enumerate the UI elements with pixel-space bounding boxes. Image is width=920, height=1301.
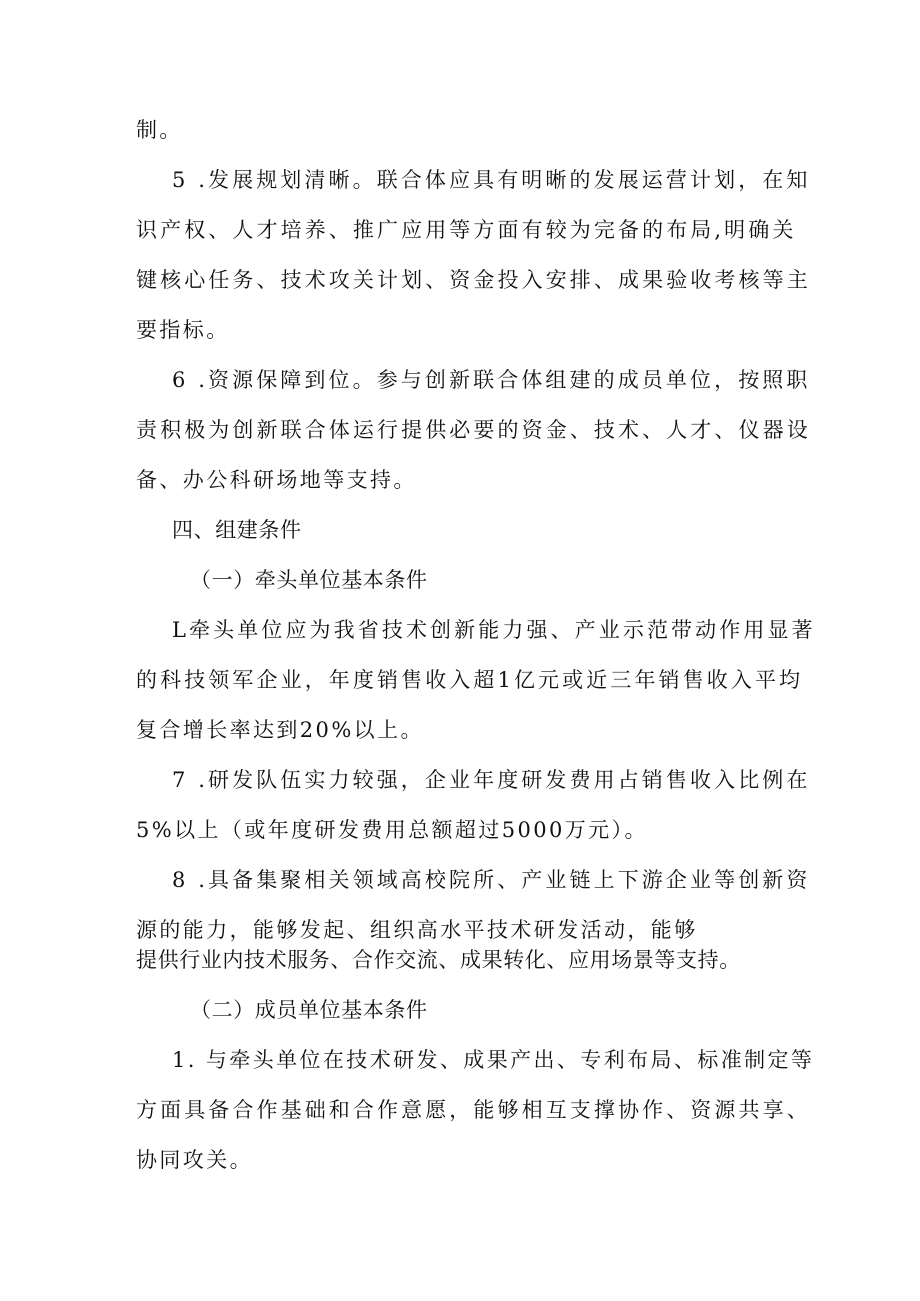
lead-item-1-line-1: L牵头单位应为我省技术创新能力强、产业示范带动作用显著 xyxy=(172,618,816,642)
lead-item-8-line-1: 8 .具备集聚相关领域高校院所、产业链上下游企业等创新资 xyxy=(172,868,811,892)
subsection-heading-1: （一）牵头单位基本条件 xyxy=(190,568,428,592)
member-item-1-line-3: 协同攻关。 xyxy=(136,1148,253,1172)
item-5-line-1: 5 .发展规划清晰。联合体应具有明晰的发展运营计划，在知 xyxy=(172,168,811,192)
continuation-line: 制。 xyxy=(136,118,183,142)
item-5-line-3: 键核心任务、技术攻关计划、资金投入安排、成果验收考核等主 xyxy=(136,268,811,292)
lead-item-8-line-3: 提供行业内技术服务、合作交流、成果转化、应用场景等支持。 xyxy=(136,948,741,972)
lead-item-7-line-2: 5%以上（或年度研发费用总额超过5000万元）。 xyxy=(136,818,648,842)
item-6-line-1: 6 .资源保障到位。参与创新联合体组建的成员单位，按照职 xyxy=(172,368,811,392)
section-heading: 四、组建条件 xyxy=(172,518,302,542)
lead-item-8-line-2: 源的能力，能够发起、组织高水平技术研发活动，能够 xyxy=(136,918,698,942)
lead-item-1-line-2: 的科技领军企业，年度销售收入超1亿元或近三年销售收入平均 xyxy=(136,668,804,692)
subsection-heading-2: （二）成员单位基本条件 xyxy=(190,998,428,1022)
member-item-1-line-2: 方面具备合作基础和合作意愿，能够相互支撑协作、资源共享、 xyxy=(136,1098,811,1122)
lead-item-7-line-1: 7 .研发队伍实力较强，企业年度研发费用占销售收入比例在 xyxy=(172,768,811,792)
member-item-1-line-1: 1. 与牵头单位在技术研发、成果产出、专利布局、标准制定等 xyxy=(172,1048,815,1072)
item-6-line-2: 责积极为创新联合体运行提供必要的资金、技术、人才、仪器设 xyxy=(136,418,811,442)
item-5-line-2: 识产权、人才培养、推广应用等方面有较为完备的布局,明确关 xyxy=(136,218,797,242)
lead-item-1-line-3: 复合增长率达到20%以上。 xyxy=(136,718,424,742)
item-6-line-3: 备、办公科研场地等支持。 xyxy=(136,468,417,492)
item-5-line-4: 要指标。 xyxy=(136,318,230,342)
